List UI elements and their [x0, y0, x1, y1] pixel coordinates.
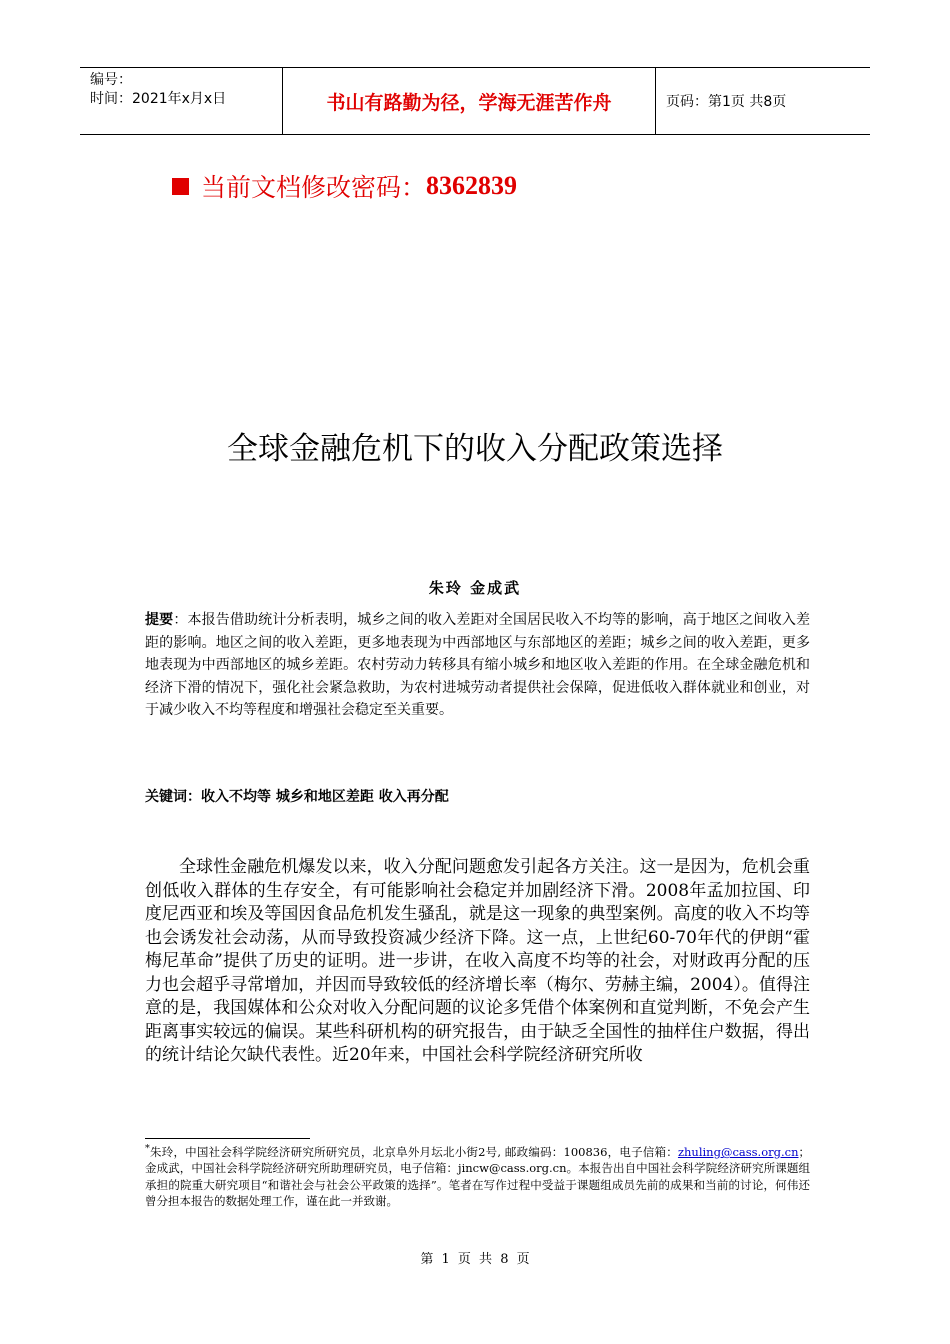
abstract-label: 提要 [145, 612, 174, 628]
footnote [145, 1141, 810, 1210]
time-label: 时间：2021年x月x日 [90, 91, 227, 107]
number-label: 编号： [90, 72, 132, 88]
footnote-part2: ；金成武，中国社会科学院经济研究所助理研究员，电子信箱：jincw@cass.org.cn。本报告出自中国社会科学院经济研究所课题组承担的院重大研究项目“和谐社会与社会公平政策的选择”。笔者在写作过程中受益于课题组成员先前的成果和当前的讨论，何伟还曾分担本报告的数据处理工作，谨在此一并致谢。 [145, 1144, 810, 1209]
password-code: 8362839 [426, 171, 518, 200]
footnote-rule [145, 1138, 310, 1139]
email-link[interactable]: zhuling@cass.org.cn [677, 1144, 799, 1159]
page-number: 第 1 页 共 8 页 [420, 1252, 530, 1267]
password-label: 当前文档修改密码： [201, 173, 427, 202]
body-paragraph: 全球性金融危机爆发以来，收入分配问题愈发引起各方关注。这一是因为，危机会重创低收入群体的生存安全，有可能影响社会稳定并加剧经济下滑。2008年孟加拉国、印度尼西亚和埃及等国因食品危机发生骚乱，就是这一现象的典型案例。高度的收入不均等也会诱发社会动荡，从而导致投资减少经济下降。这一点，上世纪60-70年代的伊朗“霍梅尼革命”提供了历史的证明。进一步讲，在收入高度不均等的社会，对财政再分配的压力也会超乎寻常增加，并因而导致较低的经济增长率（梅尔、劳赫主编，2004）。值得注意的是，我国媒体和公众对收入分配问题的议论多凭借个体案例和直觉判断，不免会产生距离事实较远的偏误。某些科研机构的研究报告，由于缺乏全国性的抽样住户数据，得出的统计结论欠缺代表性。近20年来，中国社会科学院经济研究所收 [145, 857, 810, 1065]
keywords: 关键词：收入不均等 城乡和地区差距 收入再分配 [145, 789, 449, 805]
footnote-part1: 朱玲，中国社会科学院经济研究所研究员，北京阜外月坛北小街2号, 邮政编码：100836，电子信箱： [149, 1144, 678, 1159]
header-left-cell [80, 68, 282, 134]
red-square-icon [172, 178, 189, 195]
header-motto: 书山有路勤为径，学海无涯苦作舟 [282, 68, 656, 134]
document-title: 全球金融危机下的收入分配政策选择 [227, 431, 723, 467]
header-page-info: 页码：第1页 共8页 [666, 94, 787, 110]
abstract-text: ：本报告借助统计分析表明，城乡之间的收入差距对全国居民收入不均等的影响，高于地区之间收入差距的影响。地区之间的收入差距，更多地表现为中西部地区与东部地区的差距；城乡之间的收入差距，更多地表现为中西部地区的城乡差距。农村劳动力转移具有缩小城乡和地区收入差距的作用。在全球金融危机和经济下滑的情况下，强化社会紧急救助，为农村进城劳动者提供社会保障，促进低收入群体就业和创业，对于减少收入不均等程度和增强社会稳定至关重要。 [145, 612, 811, 719]
abstract [145, 609, 810, 722]
footnote-mark: * [145, 1143, 150, 1154]
password-line [172, 168, 517, 204]
header-table [80, 67, 870, 135]
authors: 朱玲 金成武 [428, 579, 522, 597]
